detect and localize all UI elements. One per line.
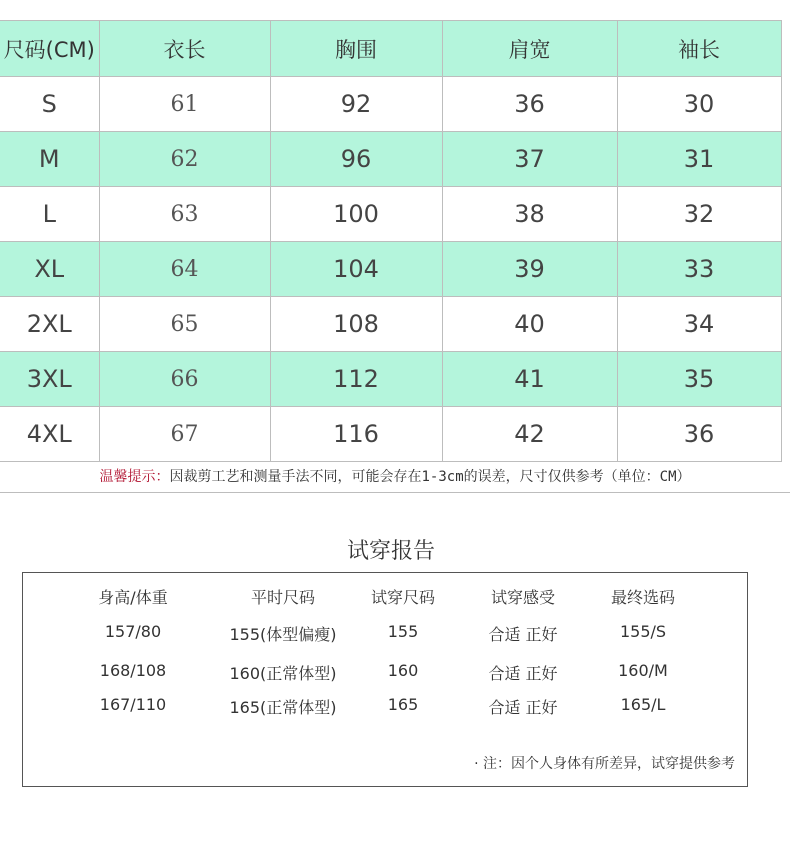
report-cell: 157/80: [104, 622, 162, 641]
report-header-feeling: 试穿感受: [490, 588, 555, 607]
header-length: 衣长: [99, 21, 270, 77]
report-cell: 160/M: [618, 661, 668, 680]
size-cell: M: [0, 132, 99, 187]
shoulder-cell: 42: [442, 407, 617, 462]
report-note: · 注：因个人身体有所差异，试穿提供参考: [474, 756, 735, 772]
size-cell: L: [0, 187, 99, 242]
size-table-header: [0, 21, 781, 77]
sleeve-cell: 33: [617, 242, 781, 297]
tip-label: 温馨提示：: [99, 469, 170, 485]
chest-cell: 92: [270, 77, 442, 132]
report-cell: 合适 正好: [488, 698, 558, 717]
table-row: [0, 297, 781, 352]
chest-cell: 116: [270, 407, 442, 462]
report-cell: 合适 正好: [488, 664, 558, 683]
length-cell: 61: [99, 77, 270, 132]
size-cell: XL: [0, 242, 99, 297]
header-sleeve: 袖长: [617, 21, 781, 77]
report-cell: 165(正常体型): [229, 698, 337, 717]
length-cell: 64: [99, 242, 270, 297]
report-cell: 155/S: [619, 622, 667, 641]
size-tip: [0, 464, 790, 493]
size-table: [0, 20, 782, 462]
table-row: [0, 352, 781, 407]
sleeve-cell: 34: [617, 297, 781, 352]
shoulder-cell: 38: [442, 187, 617, 242]
length-cell: 67: [99, 407, 270, 462]
sleeve-cell: 36: [617, 407, 781, 462]
header-shoulder: 肩宽: [442, 21, 617, 77]
size-cell: 4XL: [0, 407, 99, 462]
report-cell: 160(正常体型): [229, 664, 337, 683]
chest-cell: 100: [270, 187, 442, 242]
report-header-final-size: 最终选码: [610, 588, 675, 607]
report-header-tried-size: 试穿尺码: [370, 588, 435, 607]
chest-cell: 104: [270, 242, 442, 297]
report-cell: 合适 正好: [488, 625, 558, 644]
chest-cell: 96: [270, 132, 442, 187]
fit-report-box: [22, 572, 748, 787]
length-cell: 62: [99, 132, 270, 187]
tip-text: 因裁剪工艺和测量手法不同，可能会存在1-3cm的误差，尺寸仅供参考（单位：CM）: [169, 469, 691, 485]
report-header-usual-size: 平时尺码: [250, 588, 315, 607]
table-row: [0, 242, 781, 297]
size-cell: 3XL: [0, 352, 99, 407]
shoulder-cell: 37: [442, 132, 617, 187]
report-title: 试穿报告: [346, 539, 435, 564]
sleeve-cell: 30: [617, 77, 781, 132]
report-header-height-weight: 身高/体重: [98, 588, 168, 607]
size-cell: S: [0, 77, 99, 132]
report-cell: 165: [387, 695, 419, 714]
sleeve-cell: 31: [617, 132, 781, 187]
size-cell: 2XL: [0, 297, 99, 352]
report-cell: 160: [387, 661, 419, 680]
sleeve-cell: 35: [617, 352, 781, 407]
table-row: [0, 77, 781, 132]
shoulder-cell: 41: [442, 352, 617, 407]
sleeve-cell: 32: [617, 187, 781, 242]
length-cell: 66: [99, 352, 270, 407]
report-cell: 165/L: [620, 695, 666, 714]
report-cell: 167/110: [99, 695, 167, 714]
shoulder-cell: 40: [442, 297, 617, 352]
report-cell: 155: [387, 622, 419, 641]
length-cell: 65: [99, 297, 270, 352]
header-size: 尺码(CM): [0, 21, 99, 77]
table-row: [0, 187, 781, 242]
chest-cell: 112: [270, 352, 442, 407]
report-cell: 168/108: [99, 661, 167, 680]
table-row: [0, 132, 781, 187]
length-cell: 63: [99, 187, 270, 242]
table-row: [0, 407, 781, 462]
chest-cell: 108: [270, 297, 442, 352]
shoulder-cell: 39: [442, 242, 617, 297]
shoulder-cell: 36: [442, 77, 617, 132]
header-chest: 胸围: [270, 21, 442, 77]
report-cell: 155(体型偏瘦): [229, 625, 337, 644]
